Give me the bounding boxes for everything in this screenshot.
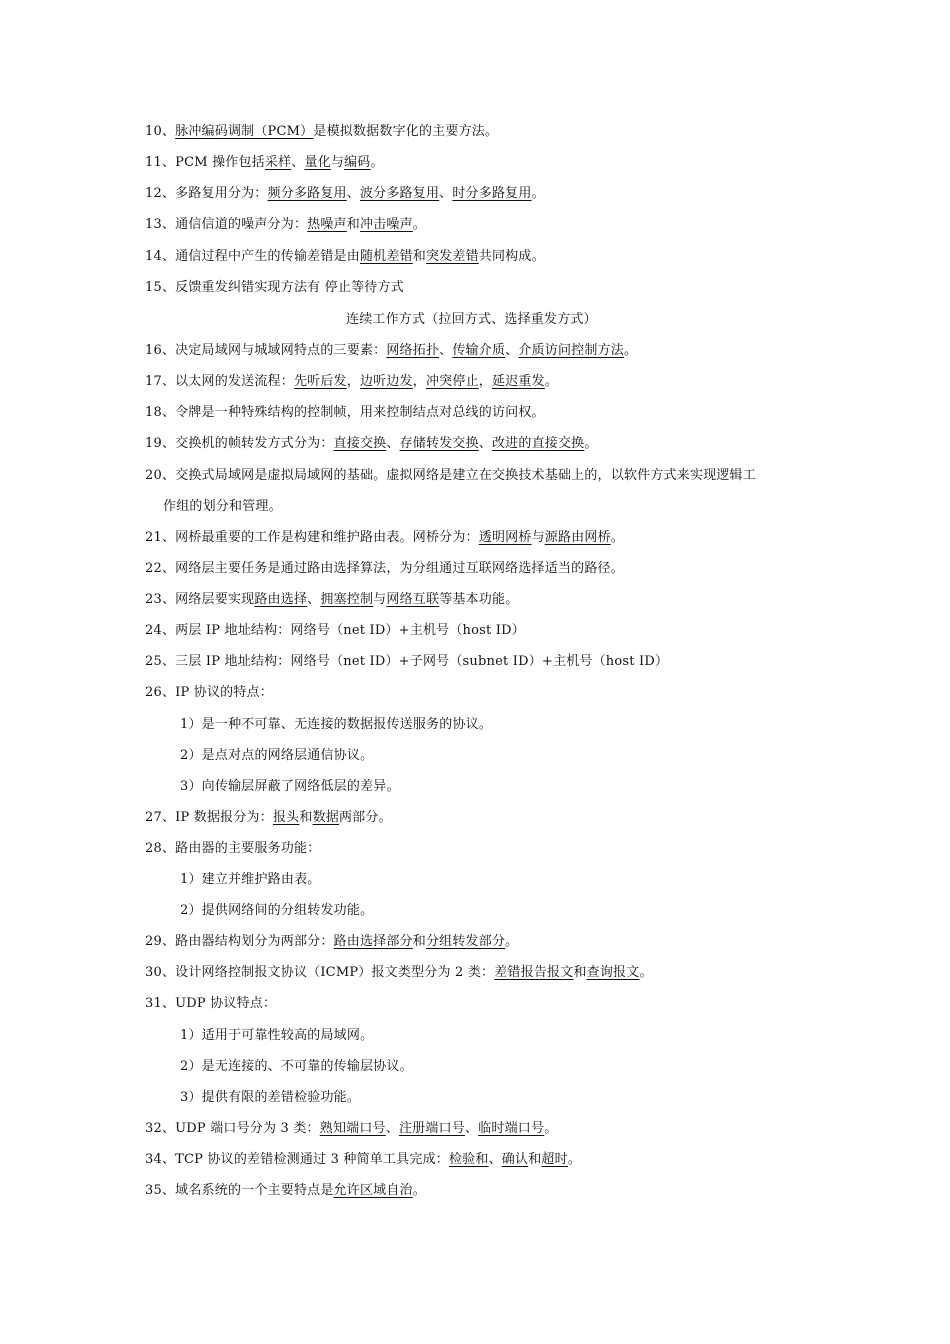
text-segment: 26、IP 协议的特点： (145, 685, 273, 700)
text-segment: 。 (610, 530, 624, 545)
underlined-term: 量化 (304, 155, 331, 170)
text-line (145, 1119, 830, 1139)
underlined-term: 随机差错 (359, 249, 413, 264)
text-line (145, 184, 830, 204)
text-segment: 31、UDP 协议特点： (145, 996, 277, 1011)
text-line (145, 1150, 830, 1170)
text-line (180, 746, 830, 766)
underlined-term: 允许区域自治 (333, 1183, 413, 1198)
text-segment: 23、网络层要实现 (145, 592, 255, 607)
underlined-term: 热噪声 (307, 217, 347, 232)
text-segment: 。 (544, 374, 559, 389)
text-segment: 11、PCM 操作包括 (145, 155, 265, 170)
underlined-term: 差错报告报文 (494, 965, 574, 980)
text-segment: 、 (439, 343, 453, 358)
text-line (180, 777, 830, 797)
text-line (145, 808, 830, 828)
text-segment: 24、两层 IP 地址结构：网络号（net ID）+主机号（host ID） (145, 623, 525, 638)
text-line (145, 652, 830, 672)
text-line (145, 932, 830, 952)
underlined-term: 网络拓扑 (386, 343, 440, 358)
underlined-term: 边听边发 (359, 374, 413, 389)
underlined-term: 时分多路复用 (452, 186, 532, 201)
text-line (145, 122, 830, 142)
text-segment: 共同构成。 (478, 249, 545, 264)
text-line (346, 310, 830, 330)
text-segment: 2）提供网络间的分组转发功能。 (180, 903, 374, 918)
text-segment: 与 (373, 592, 387, 607)
text-segment: 27、IP 数据报分为： (145, 810, 273, 825)
text-segment: 。 (412, 1183, 426, 1198)
text-line (145, 466, 830, 486)
text-segment: 18、令牌是一种特殊结构的控制帧，用来控制结点对总线的访问权。 (145, 405, 545, 420)
text-segment: ， (346, 374, 360, 389)
underlined-term: 临时端口号 (478, 1121, 545, 1136)
text-segment: 10、 (145, 124, 176, 139)
text-segment: 3）向传输层屏蔽了网络低层的差异。 (180, 779, 400, 794)
text-segment: 20、交换式局域网是虚拟局域网的基础。虚拟网络是建立在交换技术基础上的，以软件方式来实现逻辑工 (145, 468, 756, 483)
text-line (145, 839, 830, 859)
text-segment: 和 (299, 810, 313, 825)
text-line (180, 1057, 830, 1077)
text-segment: 12、多路复用分为： (145, 186, 268, 201)
text-segment: 15、反馈重发纠错实现方法有 停止等待方式 (145, 280, 404, 295)
underlined-term: 改进的直接交换 (491, 436, 585, 451)
underlined-term: 数据 (312, 810, 339, 825)
underlined-term: 直接交换 (333, 436, 387, 451)
underlined-term: 波分多路复用 (359, 186, 440, 201)
text-segment: 。 (370, 155, 384, 170)
text-segment: 22、网络层主要任务是通过路由选择算法，为分组通过互联网络选择适当的路径。 (145, 561, 624, 576)
text-segment: 35、域名系统的一个主要特点是 (145, 1183, 334, 1198)
text-line (145, 215, 830, 235)
text-segment: ， (478, 374, 492, 389)
text-segment: 13、通信信道的噪声分为： (145, 217, 308, 232)
underlined-term: 路由选择 (254, 592, 308, 607)
text-line (145, 341, 830, 361)
text-segment: 25、三层 IP 地址结构：网络号（net ID）+子网号（subnet ID）+主机号（host ID） (145, 654, 669, 669)
underlined-term: 传输介质 (452, 343, 506, 358)
underlined-term: 确认 (501, 1152, 529, 1167)
text-line (180, 715, 830, 735)
underlined-term: 频分多路复用 (267, 186, 347, 201)
text-line (163, 497, 830, 517)
text-segment: 、 (385, 1121, 399, 1136)
text-line (145, 403, 830, 423)
text-line (145, 683, 830, 703)
underlined-term: 网络互联 (386, 592, 440, 607)
text-segment: 与 (531, 530, 545, 545)
underlined-term: 冲突停止 (425, 374, 479, 389)
text-segment: 和 (528, 1152, 542, 1167)
text-segment: 29、路由器结构划分为两部分： (145, 934, 334, 949)
underlined-term: 拥塞控制 (320, 592, 374, 607)
underlined-term: 透明网桥 (478, 530, 532, 545)
text-segment: 和 (346, 217, 360, 232)
underlined-term: 延迟重发 (492, 374, 545, 389)
underlined-term: 超时 (541, 1152, 568, 1167)
text-segment: 。 (412, 217, 426, 232)
text-segment: 21、网桥最重要的工作是构建和维护路由表。网桥分为： (145, 530, 479, 545)
text-line (145, 621, 830, 641)
text-segment: 28、路由器的主要服务功能： (145, 841, 321, 856)
text-segment: 1）建立并维护路由表。 (180, 872, 321, 887)
text-segment: 30、设计网络控制报文协议（ICMP）报文类型分为 2 类： (145, 965, 495, 980)
text-line (145, 1181, 830, 1201)
text-segment: 17、以太网的发送流程： (145, 374, 294, 389)
underlined-term: 路由选择部分 (333, 934, 413, 949)
text-segment: 1）适用于可靠性较高的局域网。 (180, 1028, 374, 1043)
underlined-term: 介质访问控制方法 (518, 343, 624, 358)
text-line (145, 434, 830, 454)
text-line (145, 559, 830, 579)
text-segment: 32、UDP 端口号分为 3 类： (145, 1121, 320, 1136)
text-segment: 和 (573, 965, 587, 980)
text-segment: 16、决定局域网与城域网特点的三要素： (145, 343, 387, 358)
text-segment: 14、通信过程中产生的传输差错是由 (145, 249, 360, 264)
text-line (180, 1088, 830, 1108)
text-segment: 、 (346, 186, 360, 201)
text-segment: 和 (412, 249, 426, 264)
text-segment: 两部分。 (338, 810, 392, 825)
text-segment: 2）是点对点的网络层通信协议。 (180, 748, 374, 763)
text-segment: 、 (488, 1152, 502, 1167)
text-line (145, 963, 830, 983)
text-segment: 、 (307, 592, 321, 607)
text-segment: 1）是一种不可靠、无连接的数据报传送服务的协议。 (180, 717, 493, 732)
text-segment: 、 (478, 436, 492, 451)
text-segment: 。 (531, 186, 545, 201)
text-line (145, 278, 830, 298)
text-segment: 、 (386, 436, 400, 451)
text-segment: 、 (464, 1121, 479, 1136)
text-segment: 3）提供有限的差错检验功能。 (180, 1090, 361, 1105)
underlined-term: 编码 (344, 155, 371, 170)
text-line (145, 372, 830, 392)
text-segment: 、 (505, 343, 519, 358)
text-segment: 、 (291, 155, 305, 170)
text-line (145, 590, 830, 610)
text-segment: 。 (584, 436, 598, 451)
text-line (145, 994, 830, 1014)
text-line (145, 528, 830, 548)
underlined-term: 脉冲编码调制（PCM） (175, 124, 314, 139)
text-segment: 等基本功能。 (439, 592, 519, 607)
text-line (180, 901, 830, 921)
text-segment: 2）是无连接的、不可靠的传输层协议。 (180, 1059, 413, 1074)
text-line (145, 153, 830, 173)
underlined-term: 先听后发 (293, 374, 347, 389)
text-segment: 34、TCP 协议的差错检测通过 3 种简单工具完成： (145, 1152, 449, 1167)
underlined-term: 检验和 (448, 1152, 489, 1167)
text-segment: 连续工作方式（拉回方式、选择重发方式） (346, 312, 597, 327)
underlined-term: 源路由网桥 (544, 530, 611, 545)
text-segment: 。 (505, 934, 519, 949)
text-line (180, 1026, 830, 1046)
text-segment: 。 (623, 343, 638, 358)
underlined-term: 采样 (264, 155, 292, 170)
underlined-term: 报头 (272, 810, 300, 825)
text-segment: 19、交换机的帧转发方式分为： (145, 436, 334, 451)
text-line (180, 870, 830, 890)
underlined-term: 突发差错 (425, 249, 479, 264)
text-segment: 。 (544, 1121, 558, 1136)
underlined-term: 分组转发部分 (425, 934, 506, 949)
text-segment: 。 (639, 965, 653, 980)
underlined-term: 存储转发交换 (399, 436, 479, 451)
underlined-term: 熟知端口号 (319, 1121, 386, 1136)
text-line (145, 247, 830, 267)
underlined-term: 注册端口号 (398, 1121, 465, 1136)
text-segment: 与 (330, 155, 345, 170)
underlined-term: 冲击噪声 (359, 217, 413, 232)
underlined-term: 查询报文 (586, 965, 640, 980)
text-segment: 、 (439, 186, 453, 201)
text-segment: 和 (412, 934, 426, 949)
text-segment: 作组的划分和管理。 (163, 499, 282, 514)
text-segment: 是模拟数据数字化的主要方法。 (313, 124, 499, 139)
text-segment: 。 (567, 1152, 582, 1167)
text-segment: ， (412, 374, 426, 389)
